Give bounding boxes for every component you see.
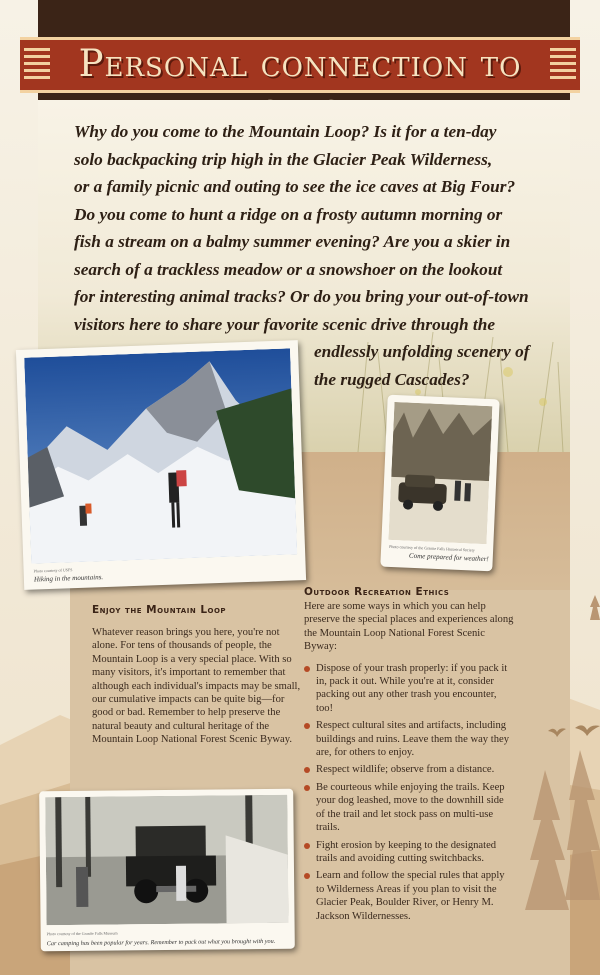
bullet-dot-icon [304, 767, 310, 773]
bullet-dot-icon [304, 873, 310, 879]
intro-line: Why do you come to the Mountain Loop? Is it for a ten-day [74, 122, 497, 141]
list-item-text: Respect cultural sites and artifacts, including buildings and ruins. Leave them the way they are, for others to enjoy. [316, 720, 509, 759]
enjoy-heading: Enjoy the Mountain Loop [92, 604, 227, 616]
intro-line: Do you come to hunt a ridge on a frosty autumn morning or [74, 204, 503, 224]
page-title: Personal connection to [78, 42, 522, 85]
bird-silhouette-icon [575, 720, 600, 740]
photo-caption: Hiking in the mountains. [33, 573, 104, 584]
ethics-section [304, 586, 514, 927]
bird-silhouette-icon [548, 725, 566, 739]
intro-line: for interesting animal tracks? Or do you bring your out-of-town [74, 287, 529, 306]
intro-line: the rugged Cascades? [314, 369, 470, 389]
bullet-dot-icon [304, 785, 310, 791]
intro-line: solo backpacking trip high in the Glacier Peak Wilderness, [74, 149, 493, 169]
bullet-dot-icon [304, 843, 310, 849]
hiking-photo-image [24, 348, 297, 563]
enjoy-section [92, 604, 302, 747]
vintage-car-snow-image [388, 402, 492, 544]
photo-caption: Car camping has been popular for years. Remember to pack out what you brought with you. [46, 937, 276, 948]
list-item [304, 869, 514, 923]
intro-line: visitors here to share your favorite scenic drive through the [74, 314, 495, 334]
intro-line: fish a stream on a balmy summer evening? Are you a skier in [74, 232, 511, 251]
photo-credit: Photo courtesy of the Granite Falls Historical Society [389, 543, 475, 553]
list-item-text: Respect wildlife; observe from a distance. [316, 764, 495, 776]
decorative-stripes [550, 48, 576, 82]
title-banner [20, 37, 580, 93]
photo-credit: Photo courtesy of the Granite Falls Museum [46, 930, 118, 937]
photo-credit: Photo courtesy of USFS [33, 567, 73, 574]
photo-hiking [16, 340, 306, 590]
weather-photo-image [388, 402, 492, 544]
bullet-dot-icon [304, 666, 310, 672]
ethics-intro: Here are some ways in which you can help preserve the special places and experiences along the Mountain Loop National Forest Scenic Byway: [304, 601, 514, 653]
list-item [304, 781, 514, 835]
list-item-text: Dispose of your trash properly: if you pack it in, pack it out. While you're at it, consider packing out any other trash you encounter, too! [316, 662, 508, 714]
intro-line: or a family picnic and outing to see the ice caves at Big Four? [74, 177, 516, 196]
ethics-list [304, 662, 514, 923]
snowy-mountain-image [24, 348, 297, 563]
list-item [304, 719, 514, 759]
list-item-text: Fight erosion by keeping to the designated trails and avoiding cutting switchbacks. [316, 839, 497, 864]
list-item [304, 662, 514, 716]
tree-silhouettes [525, 740, 600, 975]
photo-camping [39, 789, 295, 952]
list-item [304, 763, 514, 776]
car-camping-image [45, 795, 288, 926]
list-item-text: Be courteous while enjoying the trails. Keep your dog leashed, move to the downhill side of the trail and let stock pass on multi-use trails. [316, 781, 505, 834]
tree-icon [585, 595, 600, 625]
list-item [304, 839, 514, 866]
photo-weather [380, 395, 499, 572]
intro-line: search of a trackless meadow or a snowshoer on the lookout [74, 259, 503, 279]
ethics-heading: Outdoor Recreation Ethics [304, 586, 450, 598]
intro-line: endlessly unfolding scenery of [314, 342, 530, 361]
photo-caption: Come prepared for weather! [408, 551, 489, 564]
camping-photo-image [45, 795, 288, 926]
bullet-dot-icon [304, 723, 310, 729]
list-item-text: Learn and follow the special rules that apply to Wilderness Areas if you plan to visit the Glacier Peak, Boulder River, or Henry M. Jackson Wildernesses. [316, 870, 505, 922]
enjoy-body: Whatever reason brings you here, you're not alone. For tens of thousands of people, the Mountain Loop is a very special place. With so many visitors, it's important to remember that although each individual's impacts may be small, our cumulative impacts can be quite big—for good or bad. Remember to help preserve the natural beauty and cultural heritage of the Mountain Loop National Forest Scenic Byway. [92, 627, 301, 746]
